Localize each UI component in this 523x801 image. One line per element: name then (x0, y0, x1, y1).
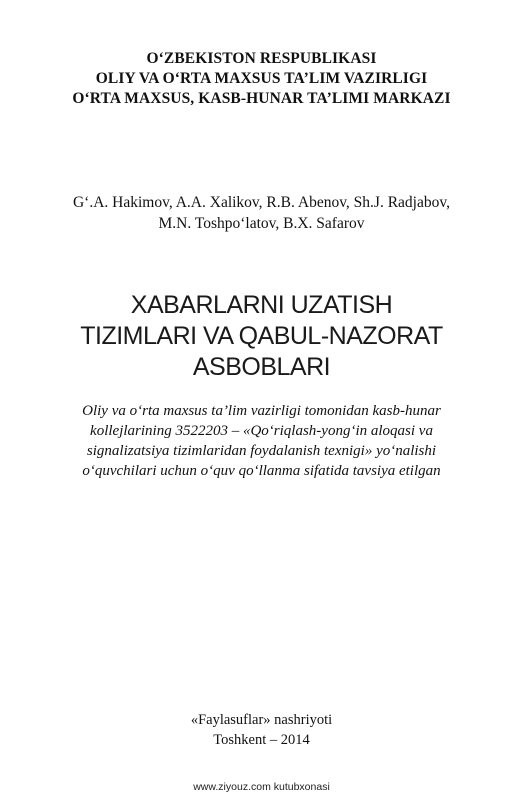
publisher-name: «Faylasuflar» nashriyoti (190, 712, 333, 728)
authors-block (0, 192, 523, 234)
publisher-city-year: Toshkent – 2014 (213, 732, 310, 748)
ministry-header (0, 49, 523, 109)
header-line-center: O‘RTA MAXSUS, KASB-HUNAR TA’LIMI MARKAZI (72, 90, 451, 107)
title-line-1: XABARLARNI UZATISH (130, 291, 393, 319)
authors-line-1: G‘.A. Hakimov, A.A. Xalikov, R.B. Abenov, Sh.J. Radjabov, (72, 194, 450, 211)
authors-line-2: M.N. Toshpo‘latov, B.X. Safarov (158, 215, 365, 232)
title-line-3: ASBOBLARI (192, 353, 331, 381)
header-line-country: O‘ZBEKISTON RESPUBLIKASI (146, 50, 377, 67)
approval-line-2: kollejlarining 3522203 – «Qo‘riqlash-yong‘in aloqasi va (90, 423, 433, 439)
watermark-footer: www.ziyouz.com kutubxonasi (193, 781, 330, 793)
approval-note (0, 401, 523, 481)
approval-line-4: o‘quvchilari uchun o‘quv qo‘llanma sifatida tavsiya etilgan (82, 463, 441, 479)
book-title (0, 290, 523, 383)
title-line-2: TIZIMLARI VA QABUL-NAZORAT (80, 322, 443, 350)
approval-line-1: Oliy va o‘rta maxsus ta’lim vazirligi tomonidan kasb-hunar (82, 403, 441, 419)
publisher-block (0, 710, 523, 750)
approval-line-3: signalizatsiya tizimlaridan foydalanish texnigi» yo‘nalishi (86, 443, 437, 459)
header-line-ministry: OLIY VA O‘RTA MAXSUS TA’LIM VAZIRLIGI (95, 70, 428, 87)
